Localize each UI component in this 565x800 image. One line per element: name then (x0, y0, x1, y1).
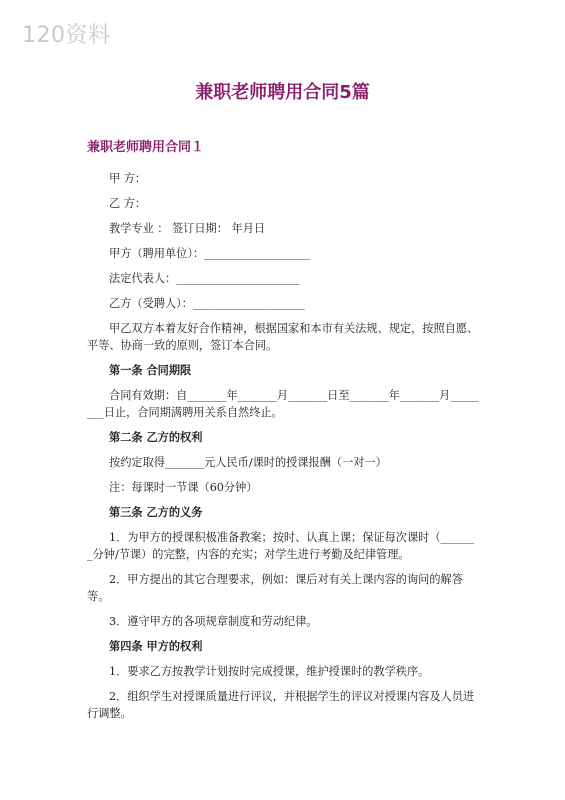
article-3-item: 1．为甲方的授课积极准备教案；按时、认真上课；保证每次课时（______ _分钟/节课）的完整，内容的充实；对学生进行考勤及纪律管理。 (87, 531, 475, 561)
legal-rep-field: 法定代表人：______________________ (109, 272, 300, 285)
article-4-item: 2．组织学生对授课质量进行评议，并根据学生的评议对授课内容及人员进行调整。 (87, 690, 475, 720)
major-date-field: 教学专业 ： 签订日期： 年月日 (109, 222, 266, 235)
article-4-item: 1．要求乙方按教学计划按时完成授课，维护授课时的教学秩序。 (109, 665, 430, 678)
article-3-heading: 第三条 乙方的义务 (109, 506, 203, 519)
article-3-item: 3．遵守甲方的各项规章制度和劳动纪律。 (109, 615, 318, 628)
article-3-item: 2．甲方提出的其它合理要求，例如：课后对有关上课内容的询问的解答等。 (87, 573, 463, 603)
intro-paragraph: 甲乙双方本着友好合作精神，根据国家和本市有关法规、规定，按照自愿、平等、协商一致的原则，签订本合同。 (87, 322, 479, 352)
watermark-text: 120资料 (22, 23, 111, 48)
article-2-line: 注：每课时一节课（60分钟） (109, 481, 258, 494)
party-b-field: 乙 方： (109, 197, 147, 210)
article-1-text: 合同有效期：自_______年_______月_______日至_______年_______月_____ ___日止，合同期满聘用关系自然终止。 (87, 389, 479, 419)
employee-field: 乙方（受聘人）：____________________ (109, 297, 305, 310)
document-body (87, 170, 483, 730)
article-1-heading: 第一条 合同期限 (109, 364, 192, 377)
employer-field: 甲方（聘用单位）：___________________ (109, 247, 311, 260)
section-title: 兼职老师聘用合同１ (87, 140, 205, 155)
article-2-heading: 第二条 乙方的权利 (109, 431, 203, 444)
article-4-heading: 第四条 甲方的权利 (109, 640, 203, 653)
document-title: 兼职老师聘用合同5篇 (195, 82, 370, 103)
party-a-field: 甲 方： (109, 172, 147, 185)
article-2-line: 按约定取得_______元人民币/课时的授课报酬（一对一） (109, 456, 387, 469)
